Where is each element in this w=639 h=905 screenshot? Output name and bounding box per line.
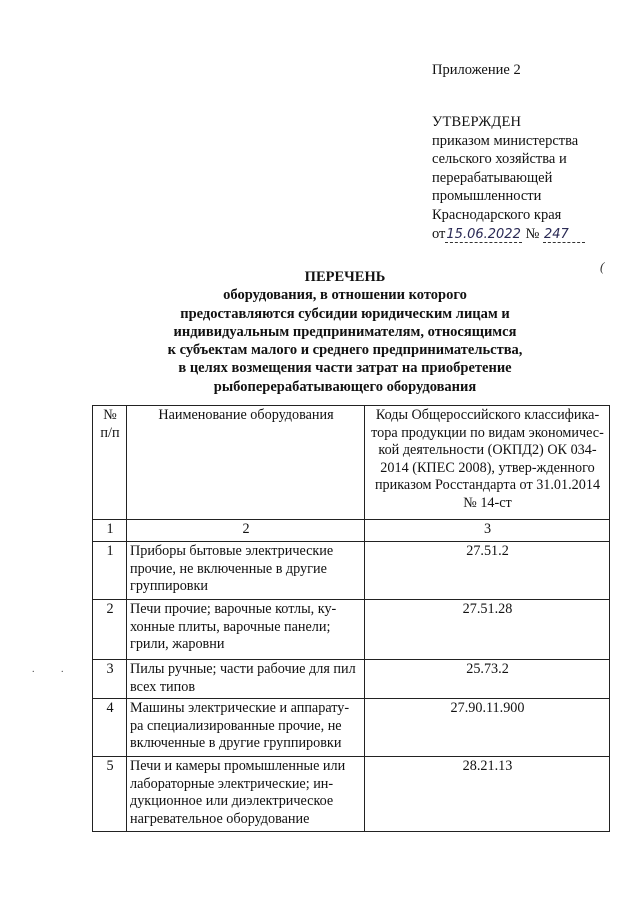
row-code: 25.73.2 [365,660,610,699]
column-number: 1 [93,520,127,542]
title-heading: ПЕРЕЧЕНЬ [304,269,386,285]
row-num: 3 [93,660,127,699]
approval-line: сельского хозяйства и [432,151,567,168]
title-line: оборудования, в отношении которого [223,287,467,304]
approval-line: Краснодарского края [432,206,562,223]
number-prefix: № [525,225,540,242]
table-header-row [93,406,610,520]
equipment-table [92,405,610,832]
title-line: предоставляются субсидии юридическим лицам и [180,305,510,322]
row-name: Приборы бытовые электрические прочие, не включенные в другие группировки [127,542,365,600]
table-row [93,699,610,757]
column-number: 2 [127,520,365,542]
row-code: 27.90.11.900 [365,699,610,757]
column-number-row [93,520,610,542]
handwritten-date: 15.06.2022 [446,226,521,242]
appendix-label: Приложение 2 [432,62,521,78]
row-num: 2 [93,600,127,660]
approval-date-line [432,225,632,244]
column-number: 3 [365,520,610,542]
approval-line: приказом министерства [432,132,579,149]
row-name: Пилы ручные; части рабочие для пил всех типов [127,660,365,699]
approval-heading: УТВЕРЖДЕН [432,114,522,130]
title-line: в целях возмещения части затрат на приобретение [178,360,512,377]
row-num: 4 [93,699,127,757]
table-row [93,757,610,831]
header-codes: Коды Общероссийского классифика-тора продукции по видам экономичес-кой деятельности (ОКПД2) ОК 034-2014 (КПЕС 2008), утвер-жденного приказом Росстандарта от 31.01.2014 № 14-ст [365,406,610,520]
table-row [93,660,610,699]
approval-line: перерабатывающей [432,169,553,186]
row-num: 1 [93,542,127,600]
table-row [93,542,610,600]
title-line: к субъектам малого и среднего предпринимательства, [167,342,523,359]
row-name: Печи и камеры промышленные или лабораторные электрические; ин-дукционное или диэлектрическое нагревательное оборудование [127,757,365,831]
title-line: рыбоперерабатывающего оборудования [213,378,477,395]
approval-line: промышленности [432,188,542,205]
header-num: № п/п [93,406,127,520]
row-code: 27.51.28 [365,600,610,660]
row-name: Машины электрические и аппарату-ра специализированные прочие, не включенные в другие группировки [127,699,365,757]
row-code: 28.21.13 [365,757,610,831]
pen-mark: ( [600,259,605,274]
handwritten-number: 247 [543,227,585,243]
approval-block [432,113,632,243]
header-name: Наименование оборудования [127,406,365,520]
row-num: 5 [93,757,127,831]
document-title [100,268,590,396]
row-name: Печи прочие; варочные котлы, ку-хонные плиты, варочные панели; грили, жаровни [127,600,365,660]
date-prefix: от [432,225,446,242]
table-row [93,600,610,660]
row-code: 27.51.2 [365,542,610,600]
title-line: индивидуальным предпринимателям, относящимся [173,323,517,340]
margin-dots: . . [32,664,76,675]
